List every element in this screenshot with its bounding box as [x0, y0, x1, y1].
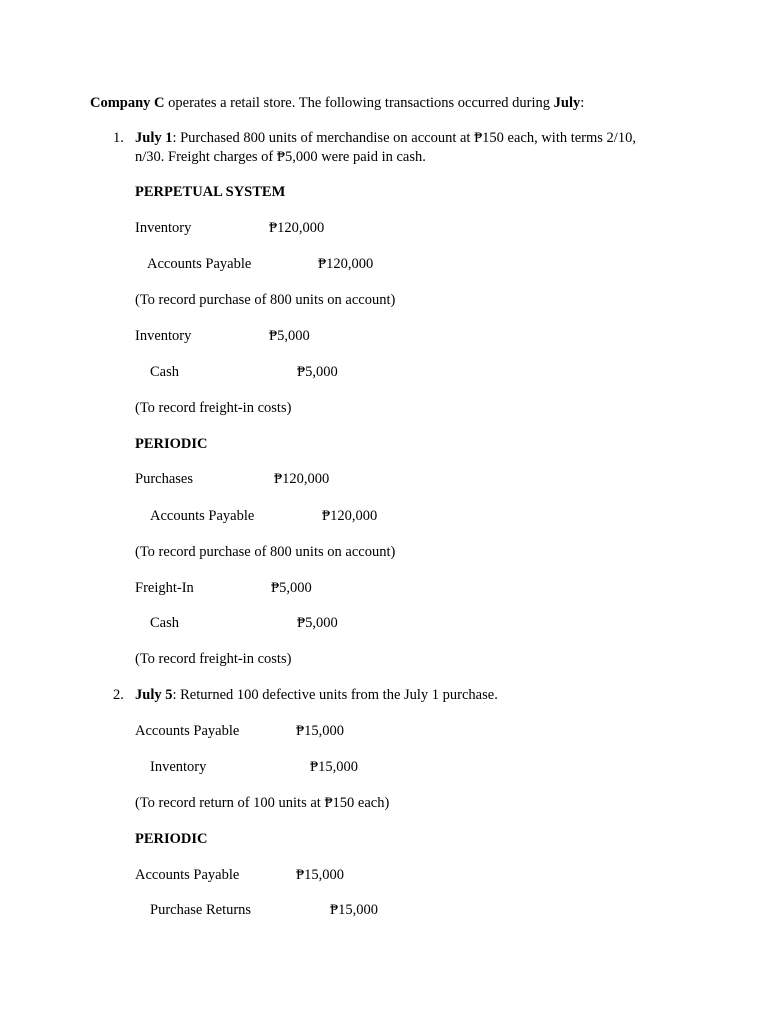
entry-debit-amount: ₱120,000 — [269, 220, 325, 236]
entry-debit-amount: ₱15,000 — [296, 867, 344, 883]
intro-colon: : — [580, 95, 585, 111]
item-1-number: 1. — [113, 130, 124, 146]
entry-account: Freight-In — [135, 580, 194, 596]
entry-account: Cash — [150, 364, 179, 380]
entry-credit-amount: ₱5,000 — [297, 615, 338, 631]
entry-account: Inventory — [135, 328, 192, 344]
entry-account: Inventory — [135, 220, 192, 236]
periodic-heading: PERIODIC — [135, 831, 208, 847]
entry-credit-amount: ₱120,000 — [322, 508, 378, 524]
item-2-desc-line1: : Returned 100 defective units from the July 1 purchase. — [172, 687, 498, 703]
entry-debit-amount: ₱15,000 — [296, 723, 344, 739]
entry-note: (To record purchase of 800 units on account) — [135, 544, 396, 560]
entry-account: Accounts Payable — [150, 508, 255, 524]
entry-debit-amount: ₱5,000 — [269, 328, 310, 344]
item-2-description — [135, 686, 498, 704]
item-1-desc-line1: : Purchased 800 units of merchandise on account at ₱150 each, with terms 2/10, — [172, 130, 636, 146]
entry-credit-amount: ₱15,000 — [310, 759, 358, 775]
entry-account: Accounts Payable — [135, 723, 240, 739]
entry-debit-amount: ₱5,000 — [271, 580, 312, 596]
entry-note: (To record purchase of 800 units on account) — [135, 292, 396, 308]
company-name: Company C — [90, 95, 165, 111]
perpetual-heading: PERPETUAL SYSTEM — [135, 184, 286, 200]
entry-account: Inventory — [150, 759, 207, 775]
intro-text: operates a retail store. The following transactions occurred during — [164, 95, 554, 111]
entry-credit-amount: ₱15,000 — [330, 902, 378, 918]
item-1-date: July 1 — [135, 130, 173, 146]
periodic-heading: PERIODIC — [135, 436, 208, 452]
entry-account: Purchase Returns — [150, 902, 252, 918]
intro-month: July — [553, 95, 581, 111]
intro-paragraph — [90, 94, 584, 112]
entry-account: Cash — [150, 615, 179, 631]
entry-note: (To record return of 100 units at ₱150 each) — [135, 795, 390, 811]
item-2-date: July 5 — [135, 687, 173, 703]
entry-account: Accounts Payable — [147, 256, 252, 272]
entry-credit-amount: ₱120,000 — [318, 256, 374, 272]
item-2-number: 2. — [113, 687, 124, 703]
item-1-desc-line2: n/30. Freight charges of ₱5,000 were paid in cash. — [135, 149, 426, 165]
entry-account: Purchases — [135, 471, 193, 487]
entry-note: (To record freight-in costs) — [135, 651, 292, 667]
entry-account: Accounts Payable — [135, 867, 240, 883]
item-1-description — [135, 129, 636, 147]
entry-debit-amount: ₱120,000 — [274, 471, 330, 487]
entry-credit-amount: ₱5,000 — [297, 364, 338, 380]
entry-note: (To record freight-in costs) — [135, 400, 292, 416]
